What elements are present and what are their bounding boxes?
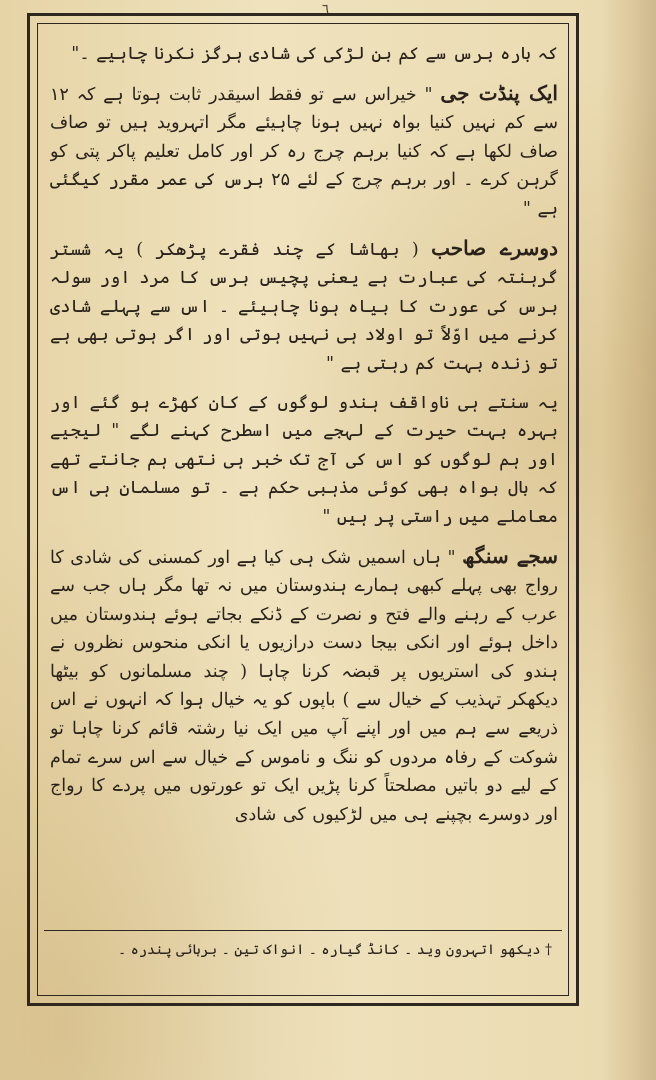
body-text [50, 40, 558, 920]
paragraph-text: " خیراس سے تو فقط اسیقدر ثابت ہوتا ہے کہ ۱۲ سے کم نہیں کنیا بواہ نہیں ہونا چاہیئے مگر اتہروید ہیں تو صاف صاف لکھا ہے کہ کنیا برہم چرج رہ کر اور کامل تعلیم پاکر پتی کو گرہن کرے ۔ اور برہم چرج کے لئے ۲۵ برس کی عمر مقرر کیگئی ہے " [50, 84, 558, 219]
speaker-name: دوسرے صاحب [431, 235, 558, 260]
paragraph-text: کہ بارہ برس سے کم بن لڑکی کی شادی ہرگز نکرنا چاہیے ۔" [71, 44, 558, 64]
paragraph-text: یہ سنتے ہی ناواقف ہندو لوگوں کے کان کھڑے ہو گئے اور بہرہ بہت حیرت کے لہجے میں اسطرح کہنے لگے " لیجیے اور ہم لوگوں کو اس کی آج تک خبر ہی نتھی ہم جانتے تھے کہ بال بواہ بھی کوئی مذہبی حکم ہے ۔ تو مسلمان ہی اس معاملے میں راستی پر ہیں " [50, 392, 558, 527]
paragraph-4 [50, 389, 558, 532]
paragraph-1 [50, 40, 558, 69]
paragraph-5 [50, 542, 558, 830]
footnote-divider [44, 930, 562, 931]
page-fold-shadow [600, 0, 656, 1080]
paragraph-2 [50, 79, 558, 224]
page-number: ٦ [322, 2, 329, 17]
paragraph-3 [50, 234, 558, 379]
footnote: † دیکھو اتہرون وید ۔ کانڈ گیارہ ۔ انواک تین ۔ برہائی پندرہ ۔ [118, 942, 552, 958]
speaker-name: سجے سنگھ [462, 543, 558, 568]
paragraph-text: " ہاں اسمیں شک ہی کیا ہے اور کمسنی کی شادی کا رواج بھی پہلے کبھی ہمارے ہندوستان میں نہ تھا مگر ہاں جب سے عرب کے رہنے والے فتح و نصرت کے ڈنکے بجاتے ہوئے ہندوستان میں داخل ہوئے اور انکی بیجا دست درازیوں یا انکی منحوس نظروں نے ہندو کی استریوں پر قبضہ کرنا چاہا ( چند مسلمانوں کو بیٹھا دیکھکر تہذیب کے خیال سے ) باپوں کو یہ خیال ہوا کہ انہوں نے اس ذریعے سے ہم میں اور اپنے آپ میں ایک نیا رشتہ قائم کرنا چاہا تو شوکت کے رفاہ مردوں کو ننگ و ناموس کے خیال سے اس سرے تمام کے لیے دو باتیں مصلحتاً کرنا پڑیں ایک تو عورتوں میں پردے کا رواج اور دوسرے بچپنے ہی میں لڑکیوں کی شادی [50, 547, 558, 825]
paragraph-text: ( بھاشا کے چند فقرے پڑھکر ) یہ شستر گرہنتہ کی عبارت ہے یعنی پچیس برس کا مرد اور سولہ برس کی عورت کا بیاہ ہونا چاہیئے ۔ اس سے پہلے شادی کرنے میں اوّلاً تو اولاد ہی نہیں ہوتی اور اگر ہوتی بھی ہے تو زندہ بہت کم رہتی ہے " [50, 239, 558, 374]
speaker-name: ایک پنڈت جی [440, 80, 558, 105]
